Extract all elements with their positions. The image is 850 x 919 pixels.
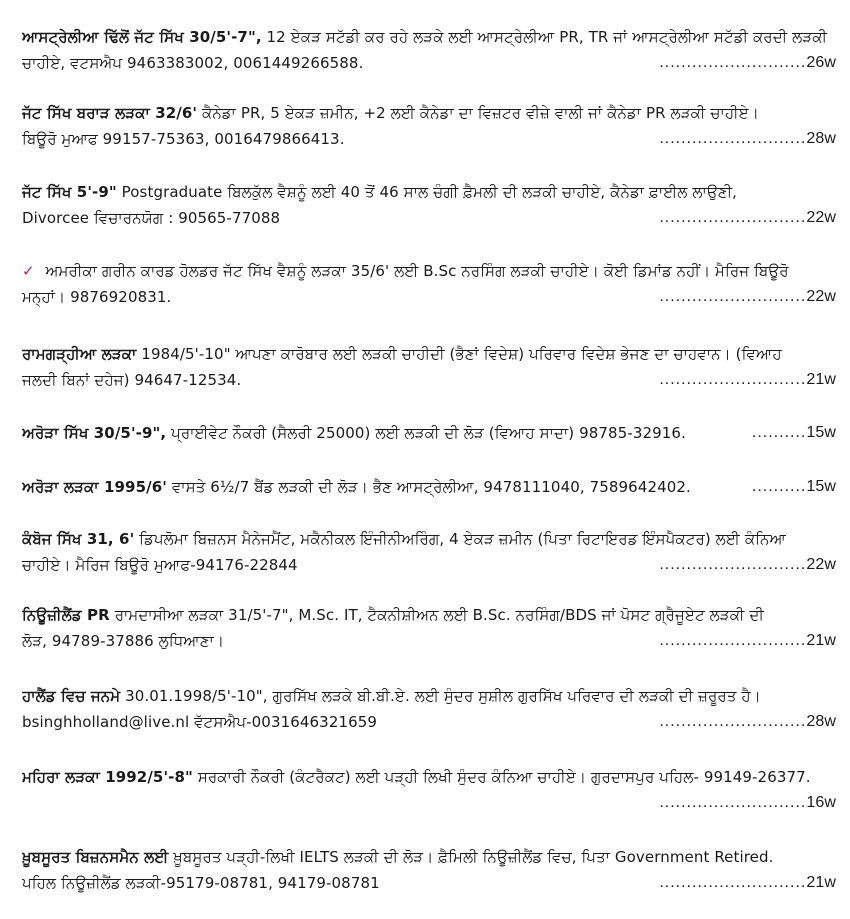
classified-ad bbox=[22, 100, 836, 152]
classified-ad bbox=[22, 844, 836, 896]
classified-ad bbox=[22, 602, 836, 654]
ad-ref bbox=[752, 474, 836, 500]
classified-ad bbox=[22, 474, 836, 500]
ad-text: ਪਹਿਲ ਨਿਊਜ਼ੀਲੈਂਡ ਲੜਕੀ-95179-08781, 94179-08781 bbox=[22, 874, 380, 892]
classified-ad bbox=[22, 341, 836, 393]
ad-ref-dots: ........................... bbox=[659, 632, 807, 649]
classified-ad bbox=[22, 683, 836, 735]
ad-ref bbox=[659, 205, 836, 231]
ad-text: bsinghholland@live.nl ਵੱਟਸਐਪ-0031646321659 bbox=[22, 713, 378, 731]
ad-line-2 bbox=[22, 552, 836, 578]
ad-ref-dots: ........................... bbox=[659, 556, 807, 573]
ad-lead: ਜੱਟ ਸਿੱਖ ਬਰਾੜ ਲੜਕਾ 32/6' bbox=[22, 104, 198, 122]
ad-text: 12 ਏਕੜ ਸਟੱਡੀ ਕਰ ਰਹੇ ਲੜਕੇ ਲਈ ਆਸਟ੍ਰੇਲੀਆ PR, TR ਜਾਂ ਆਸਟ੍ਰੇਲੀਆ ਸਟੱਡੀ ਕਰਦੀ ਲੜਕੀ bbox=[266, 28, 828, 46]
ad-line-1 bbox=[22, 602, 836, 628]
ad-ref-dots: .......... bbox=[751, 478, 807, 495]
ad-ref bbox=[659, 628, 836, 654]
ad-ref-dots: .......... bbox=[751, 424, 807, 441]
ad-ref-dots: ........................... bbox=[659, 713, 807, 730]
ad-lead: ਨਿਊਜ਼ੀਲੈਂਡ PR bbox=[22, 606, 110, 624]
ad-line-1 bbox=[22, 258, 836, 284]
ad-ref bbox=[659, 284, 836, 310]
ad-text: Divorcee ਵਿਚਾਰਨਯੋਗ : 90565-77088 bbox=[22, 209, 281, 227]
classified-ad bbox=[22, 258, 836, 310]
ad-text: ਚਾਹੀਏ। ਮੈਰਿਜ ਬਿਊਰੋ ਮੁਆਫ-94176-22844 bbox=[22, 556, 298, 574]
ad-text: ਚਾਹੀਏ, ਵਟਸਐਪ 9463383002, 0061449266588. bbox=[22, 54, 364, 72]
ad-line-1 bbox=[22, 24, 836, 50]
ad-ref-code: 22w bbox=[806, 288, 836, 305]
ad-ref-code: 16w bbox=[806, 794, 836, 811]
ad-text: ਖ਼ੂਬਸੂਰਤ ਪੜ੍ਹੀ-ਲਿਖੀ IELTS ਲੜਕੀ ਦੀ ਲੋੜ। ਫ਼ੈਮਿਲੀ ਨਿਊਜ਼ੀਲੈਂਡ ਵਿਚ, ਪਿਤਾ Government Retired. bbox=[173, 848, 774, 866]
ad-ref bbox=[659, 790, 836, 816]
ad-ref-code: 26w bbox=[806, 54, 836, 71]
ad-text: 30.01.1998/5'-10", ਗੁਰਸਿੱਖ ਲੜਕੇ ਬੀ.ਬੀ.ਏ. ਲਈ ਸੁੰਦਰ ਸੁਸ਼ੀਲ ਗੁਰਸਿੱਖ ਪਰਿਵਾਰ ਦੀ ਲੜਕੀ ਦੀ ਜ਼ਰੂਰਤ ਹੈ। bbox=[125, 687, 761, 705]
ad-line-2 bbox=[22, 284, 836, 310]
classified-ad bbox=[22, 420, 836, 446]
ad-text: ਮਨ੍ਹਾਂ। 9876920831. bbox=[22, 288, 172, 306]
ad-ref-code: 21w bbox=[806, 632, 836, 649]
ad-line-1 bbox=[22, 764, 836, 790]
ad-ref bbox=[659, 870, 836, 896]
ad-line-1 bbox=[22, 526, 836, 552]
ad-ref bbox=[659, 709, 836, 735]
ad-line-2 bbox=[22, 790, 836, 816]
checkmark-icon: ✓ bbox=[22, 262, 35, 280]
ad-ref-dots: ........................... bbox=[659, 130, 807, 147]
ad-line-1 bbox=[22, 341, 836, 367]
ad-ref bbox=[659, 126, 836, 152]
ad-line-1 bbox=[22, 100, 836, 126]
ad-line-2 bbox=[22, 709, 836, 735]
ad-line-1 bbox=[22, 179, 836, 205]
ad-ref-dots: ........................... bbox=[659, 54, 807, 71]
ad-ref-code: 15w bbox=[806, 478, 836, 495]
ad-ref bbox=[659, 552, 836, 578]
ad-lead: ਹਾਲੈਂਡ ਵਿਚ ਜਨਮੇ bbox=[22, 687, 121, 705]
ad-ref-code: 21w bbox=[806, 371, 836, 388]
ad-text: 1984/5'-10" ਆਪਣਾ ਕਾਰੋਬਾਰ ਲਈ ਲੜਕੀ ਚਾਹੀਦੀ (ਭੈਣਾਂ ਵਿਦੇਸ਼) ਪਰਿਵਾਰ ਵਿਦੇਸ਼ ਭੇਜਣ ਦਾ ਚਾਹਵਾਨ। (ਵਿਆਹ bbox=[141, 345, 782, 363]
ad-text: Postgraduate ਬਿਲਕੁੱਲ ਵੈਸ਼ਨੂੰ ਲਈ 40 ਤੋਂ 46 ਸਾਲ ਚੰਗੀ ਫ਼ੈਮਲੀ ਦੀ ਲੜਕੀ ਚਾਹੀਏ, ਕੈਨੇਡਾ ਫ਼ਾਈਲ ਲਾਉਣੀ, bbox=[121, 183, 738, 201]
ad-text: ਸਰਕਾਰੀ ਨੌਕਰੀ (ਕੰਟਰੈਕਟ) ਲਈ ਪੜ੍ਹੀ ਲਿਖੀ ਸੁੰਦਰ ਕੰਨਿਆ ਚਾਹੀਏ। ਗੁਰਦਾਸਪੁਰ ਪਹਿਲ- 99149-26377. bbox=[197, 768, 811, 786]
ad-text: ਅਮਰੀਕਾ ਗਰੀਨ ਕਾਰਡ ਹੋਲਡਰ ਜੱਟ ਸਿੱਖ ਵੈਸ਼ਨੂੰ ਲੜਕਾ 35/6' ਲਈ B.Sc ਨਰਸਿੰਗ ਲੜਕੀ ਚਾਹੀਏ। ਕੋਈ ਡਿਮਾਂਡ ਨਹੀਂ। ਮੈਰਿਜ ਬਿਊਰੋ bbox=[45, 262, 789, 280]
ad-lead: ਜੱਟ ਸਿੱਖ 5'-9" bbox=[22, 183, 117, 201]
ad-ref-dots: ........................... bbox=[659, 874, 807, 891]
ad-text: ਰਾਮਦਾਸੀਆ ਲੜਕਾ 31/5'-7", M.Sc. IT, ਟੈਕਨੀਸ਼ੀਅਨ ਲਈ B.Sc. ਨਰਸਿੰਗ/BDS ਜਾਂ ਪੋਸਟ ਗ੍ਰੈਜੂਏਟ ਲੜਕੀ ਦੀ bbox=[114, 606, 764, 624]
ad-text: ਵਾਸਤੇ 6½/7 ਬੈਂਡ ਲੜਕੀ ਦੀ ਲੋੜ। ਭੈਣ ਆਸਟ੍ਰੇਲੀਆ, 9478111040, 7589642402. bbox=[171, 478, 691, 496]
ad-line-1 bbox=[22, 844, 836, 870]
classified-ad bbox=[22, 526, 836, 578]
ad-lead: ਕੰਬੋਜ ਸਿੱਖ 31, 6' bbox=[22, 530, 135, 548]
classified-ad bbox=[22, 179, 836, 231]
ad-lead: ਰਾਮਗੜ੍ਹੀਆ ਲੜਕਾ bbox=[22, 345, 137, 363]
ad-line-2 bbox=[22, 50, 836, 76]
ad-ref bbox=[752, 420, 836, 446]
ad-ref-code: 28w bbox=[806, 130, 836, 147]
ad-line-2 bbox=[22, 205, 836, 231]
ad-text: ਪ੍ਰਾਈਵੇਟ ਨੌਕਰੀ (ਸੈਲਰੀ 25000) ਲਈ ਲੜਕੀ ਦੀ ਲੋੜ (ਵਿਆਹ ਸਾਦਾ) 98785-32916. bbox=[171, 424, 686, 442]
ad-lead: ਅਰੋੜਾ ਲੜਕਾ 1995/6' bbox=[22, 478, 167, 496]
ad-line-1 bbox=[22, 420, 836, 446]
ad-lead: ਅਰੋੜਾ ਸਿੱਖ 30/5'-9", bbox=[22, 424, 167, 442]
ad-line-2 bbox=[22, 628, 836, 654]
ad-ref-dots: ........................... bbox=[659, 209, 807, 226]
ad-ref-code: 21w bbox=[806, 874, 836, 891]
ad-ref-code: 15w bbox=[806, 424, 836, 441]
ad-line-1 bbox=[22, 683, 836, 709]
ad-line-2 bbox=[22, 367, 836, 393]
ad-line-1 bbox=[22, 474, 836, 500]
ad-ref bbox=[659, 50, 836, 76]
ad-ref-code: 22w bbox=[806, 556, 836, 573]
classified-ad bbox=[22, 24, 836, 76]
ad-ref-dots: ........................... bbox=[659, 288, 807, 305]
ad-lead: ਮਹਿਰਾ ਲੜਕਾ 1992/5'-8" bbox=[22, 768, 193, 786]
ad-lead: ਖ਼ੂਬਸੂਰਤ ਬਿਜ਼ਨਸਮੈਨ ਲਈ bbox=[22, 848, 169, 866]
ad-lead: ਆਸਟ੍ਰੇਲੀਆ ਢਿੱਲੋਂ ਜੱਟ ਸਿੱਖ 30/5'-7", bbox=[22, 28, 262, 46]
ad-ref-code: 28w bbox=[806, 713, 836, 730]
ad-ref-code: 22w bbox=[806, 209, 836, 226]
ad-text: ਜਲਦੀ ਬਿਨਾਂ ਦਹੇਜ) 94647-12534. bbox=[22, 371, 242, 389]
ad-line-2 bbox=[22, 126, 836, 152]
ad-text: ਬਿਊਰੋ ਮੁਆਫ 99157-75363, 0016479866413. bbox=[22, 130, 345, 148]
ad-text: ਕੈਨੇਡਾ PR, 5 ਏਕੜ ਜ਼ਮੀਨ, +2 ਲਈ ਕੈਨੇਡਾ ਦਾ ਵਿਜ਼ਟਰ ਵੀਜ਼ੇ ਵਾਲੀ ਜਾਂ ਕੈਨੇਡਾ PR ਲੜਕੀ ਚਾਹੀਏ। bbox=[202, 104, 759, 122]
ad-text: ਡਿਪਲੋਮਾ ਬਿਜ਼ਨਸ ਮੈਨੇਜਮੈਂਟ, ਮਕੈਨੀਕਲ ਇੰਜੀਨੀਅਰਿੰਗ, 4 ਏਕੜ ਜ਼ਮੀਨ (ਪਿਤਾ ਰਿਟਾਇਰਡ ਇੰਸਪੈਕਟਰ) ਲਈ ਕੰਨਿਆ bbox=[139, 530, 786, 548]
ad-ref-dots: ........................... bbox=[659, 371, 807, 388]
ad-text: ਲੋੜ, 94789-37886 ਲੁਧਿਆਣਾ। bbox=[22, 632, 225, 650]
classified-ad bbox=[22, 764, 836, 816]
ad-ref bbox=[659, 367, 836, 393]
ad-ref-dots: ........................... bbox=[659, 794, 807, 811]
ad-line-2 bbox=[22, 870, 836, 896]
